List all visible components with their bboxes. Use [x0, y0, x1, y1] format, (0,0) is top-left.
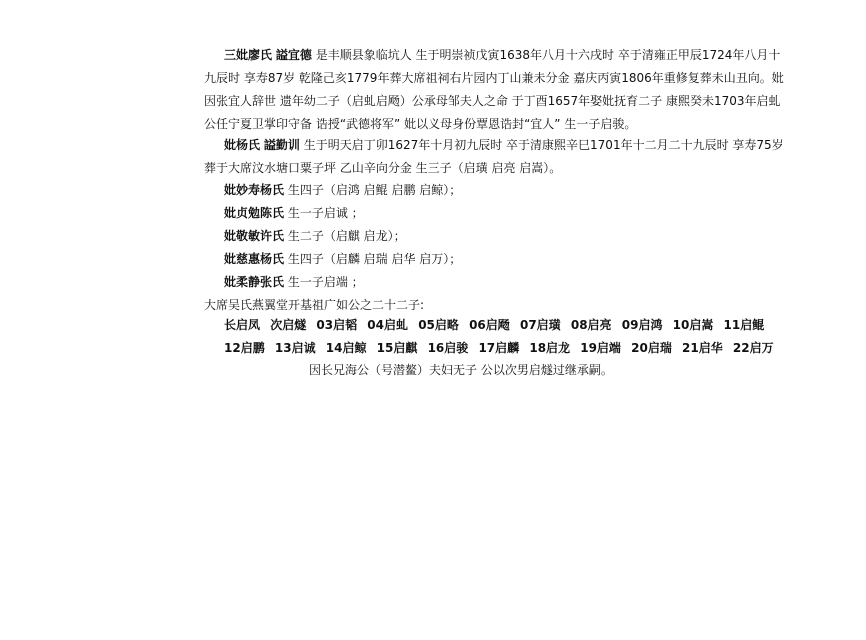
son-name: 08启亮	[570, 318, 612, 332]
sons-heading: 大席吴氏燕翼堂开基祖广如公之二十二子:	[204, 298, 425, 312]
son-name: 14启鲸	[325, 341, 367, 355]
son-name: 11启鲲	[723, 318, 765, 332]
text-run: 是丰顺县象临坑人 生于明崇祯戊寅1638年八月十六戌时 卒于清雍正甲辰1724年八月十	[315, 48, 781, 62]
concubine-text: 生二子（启麒 启龙）；	[287, 229, 406, 243]
paragraph-liao-line-2: 九辰时 享寿87岁 乾隆己亥1779年葬大席祖祠右片园内丁山兼未分金 嘉庆丙寅1806年重修复葬未山丑向。妣	[204, 71, 784, 85]
concubine-text: 生一子启诚 ；	[287, 206, 364, 220]
son-name: 04启虬	[367, 318, 408, 332]
concubine-item	[204, 225, 804, 248]
son-name: 17启麟	[478, 341, 520, 355]
son-name: 次启燧	[270, 318, 307, 332]
son-name: 03启韬	[316, 318, 358, 332]
son-name: 06启飏	[469, 318, 510, 332]
concubine-item	[204, 271, 804, 294]
text-run: 生于明天启丁卯1627年十月初九辰时 卒于清康熙辛巳1701年十二月二十九辰时 享寿75岁	[303, 138, 784, 152]
adoption-note: 因长兄海公（号潜鳌）夫妇无子 公以次男启燧过继承嗣。	[309, 363, 613, 377]
concubine-text: 生四子（启麟 启瑞 启华 启万）；	[287, 252, 462, 266]
son-name: 09启鸿	[621, 318, 663, 332]
son-name: 15启麒	[376, 341, 418, 355]
concubine-name: 妣贞勉陈氏	[224, 206, 285, 220]
concubine-item	[204, 179, 804, 202]
sons-row-1	[224, 316, 770, 333]
sons-row-2	[224, 339, 780, 356]
son-name: 19启端	[580, 341, 621, 355]
son-name: 16启骏	[427, 341, 469, 355]
paragraph-yang-line-1	[204, 134, 804, 157]
posthumous-title: 謚宜德	[275, 48, 312, 62]
son-name: 18启龙	[529, 341, 571, 355]
son-name: 07启璜	[519, 318, 561, 332]
paragraph-liao-line-4: 公任宁夏卫掌印守备 诰授“武德将军” 妣以义母身份覃恩诰封“宜人” 生一子启骏。	[204, 117, 637, 131]
concubine-name: 妣柔静张氏	[224, 275, 285, 289]
son-name: 05启略	[418, 318, 459, 332]
concubine-name: 妣慈惠杨氏	[224, 252, 285, 266]
son-name: 长启凤	[224, 318, 261, 332]
concubine-name: 妣妙寿杨氏	[224, 183, 285, 197]
son-name: 12启鹏	[224, 341, 265, 355]
consort-name: 妣杨氏	[224, 138, 261, 152]
paragraph-yang	[204, 134, 804, 180]
concubine-name: 妣敬敏许氏	[224, 229, 285, 243]
paragraph-liao-line-3: 因张宜人辞世 遗年幼二子（启虬启飏）公承母邹夫人之命 于丁酉1657年娶妣抚育二子 康熙癸未1703年启虬	[204, 94, 781, 108]
son-name: 21启华	[682, 341, 723, 355]
posthumous-title: 謚勤训	[263, 138, 300, 152]
concubine-item	[204, 202, 804, 225]
son-name: 10启嵩	[672, 318, 714, 332]
paragraph-liao-line-1	[204, 44, 804, 67]
concubine-item	[204, 248, 804, 271]
son-name: 13启诚	[274, 341, 316, 355]
concubine-list	[204, 179, 804, 317]
son-name: 22启万	[732, 341, 774, 355]
consort-name: 三妣廖氏	[224, 48, 273, 62]
paragraph-liao	[204, 44, 804, 136]
concubine-text: 生一子启端 ；	[287, 275, 364, 289]
son-name: 20启瑞	[631, 341, 672, 355]
paragraph-yang-line-2: 葬于大席汶水塘口粟子坪 乙山辛向分金 生三子（启璜 启亮 启嵩）。	[204, 161, 562, 175]
concubine-text: 生四子（启鸿 启鲲 启鹏 启鲸）；	[287, 183, 462, 197]
